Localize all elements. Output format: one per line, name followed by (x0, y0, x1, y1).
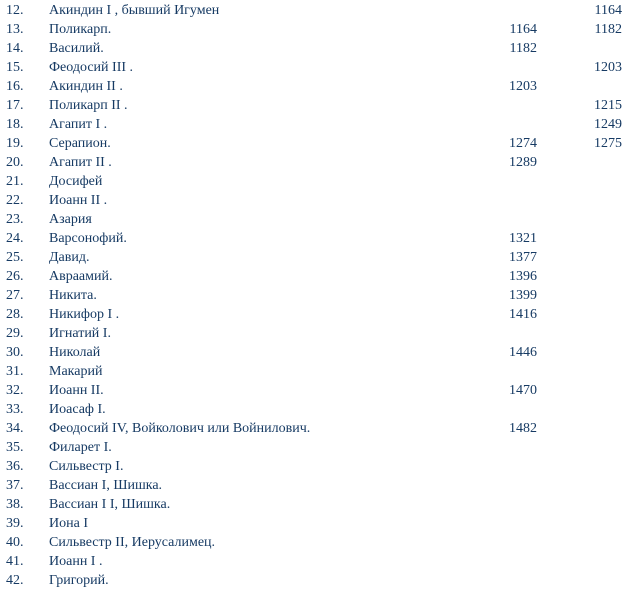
item-number: 24. (6, 231, 24, 246)
item-name: Давид. (49, 250, 90, 265)
item-number: 23. (6, 212, 24, 227)
item-name: Агапит I . (49, 117, 108, 132)
item-name: Иоанн II. (49, 383, 104, 398)
item-number: 36. (6, 459, 24, 474)
item-number: 34. (6, 421, 24, 436)
item-year-end: 1249 (594, 117, 622, 132)
item-name: Иона I (49, 516, 88, 531)
list-item (0, 438, 634, 457)
item-number: 17. (6, 98, 24, 113)
item-year-start: 1203 (509, 79, 537, 94)
item-number: 40. (6, 535, 24, 550)
list-item (0, 77, 634, 96)
item-name: Азария (49, 212, 92, 227)
item-year-end: 1215 (594, 98, 622, 113)
item-number: 14. (6, 41, 24, 56)
item-year-start: 1399 (509, 288, 537, 303)
item-year-start: 1274 (509, 136, 537, 151)
item-number: 27. (6, 288, 24, 303)
item-number: 20. (6, 155, 24, 170)
list-item (0, 248, 634, 267)
item-number: 39. (6, 516, 24, 531)
list-item (0, 476, 634, 495)
item-year-start: 1164 (509, 22, 537, 37)
item-name: Авраамий. (49, 269, 113, 284)
item-year-end: 1275 (594, 136, 622, 151)
item-year-start: 1321 (509, 231, 537, 246)
item-number: 19. (6, 136, 24, 151)
item-number: 32. (6, 383, 24, 398)
item-number: 29. (6, 326, 24, 341)
item-name: Григорий. (49, 573, 109, 588)
item-name: Феодосий III . (49, 60, 134, 75)
item-name: Иоанн II . (49, 193, 108, 208)
item-number: 26. (6, 269, 24, 284)
item-number: 12. (6, 3, 24, 18)
list-item (0, 229, 634, 248)
item-name: Никита. (49, 288, 97, 303)
list-item (0, 134, 634, 153)
item-name: Сильвестр I. (49, 459, 124, 474)
item-name: Досифей (49, 174, 103, 189)
item-name: Николай (49, 345, 101, 360)
item-number: 21. (6, 174, 24, 189)
item-name: Сильвестр II, Иерусалимец. (49, 535, 216, 550)
list-item (0, 324, 634, 343)
list-item (0, 96, 634, 115)
item-year-start: 1482 (509, 421, 537, 436)
item-year-start: 1446 (509, 345, 537, 360)
list-item (0, 210, 634, 229)
item-number: 22. (6, 193, 24, 208)
item-year-start: 1470 (509, 383, 537, 398)
list-item (0, 20, 634, 39)
item-number: 31. (6, 364, 24, 379)
item-year-start: 1416 (509, 307, 537, 322)
list-item (0, 267, 634, 286)
item-name: Феодосий IV, Войколович или Войнилович. (49, 421, 311, 436)
list-item (0, 286, 634, 305)
item-name: Вассиан I I, Шишка. (49, 497, 171, 512)
item-year-end: 1164 (594, 3, 622, 18)
item-number: 25. (6, 250, 24, 265)
item-name: Акиндин II . (49, 79, 123, 94)
item-number: 28. (6, 307, 24, 322)
list-item (0, 115, 634, 134)
list-item (0, 362, 634, 381)
item-number: 38. (6, 497, 24, 512)
item-number: 18. (6, 117, 24, 132)
item-year-end: 1182 (594, 22, 622, 37)
item-year-start: 1182 (509, 41, 537, 56)
item-name: Макарий (49, 364, 103, 379)
item-name: Поликарп. (49, 22, 112, 37)
item-number: 15. (6, 60, 24, 75)
item-year-start: 1396 (509, 269, 537, 284)
list-item (0, 552, 634, 571)
list-item (0, 419, 634, 438)
item-name: Поликарп II . (49, 98, 128, 113)
list-item (0, 153, 634, 172)
item-number: 37. (6, 478, 24, 493)
list-item (0, 191, 634, 210)
list-item (0, 514, 634, 533)
item-number: 13. (6, 22, 24, 37)
list-item (0, 495, 634, 514)
item-name: Варсонофий. (49, 231, 127, 246)
item-number: 42. (6, 573, 24, 588)
hegumen-list (0, 1, 634, 590)
item-number: 41. (6, 554, 24, 569)
list-item (0, 1, 634, 20)
item-year-start: 1377 (509, 250, 537, 265)
item-name: Акиндин I , бывший Игумен (49, 3, 220, 18)
item-name: Вассиан I, Шишка. (49, 478, 163, 493)
item-name: Никифор I . (49, 307, 120, 322)
list-item (0, 400, 634, 419)
list-item (0, 343, 634, 362)
item-number: 35. (6, 440, 24, 455)
item-name: Филарет I. (49, 440, 112, 455)
item-name: Иоасаф I. (49, 402, 106, 417)
item-name: Иоанн I . (49, 554, 103, 569)
item-number: 33. (6, 402, 24, 417)
item-name: Агапит II . (49, 155, 112, 170)
item-year-start: 1289 (509, 155, 537, 170)
item-number: 16. (6, 79, 24, 94)
list-item (0, 172, 634, 191)
item-name: Василий. (49, 41, 104, 56)
list-item (0, 58, 634, 77)
item-name: Серапион. (49, 136, 111, 151)
list-item (0, 39, 634, 58)
list-item (0, 533, 634, 552)
list-item (0, 571, 634, 590)
item-year-end: 1203 (594, 60, 622, 75)
item-number: 30. (6, 345, 24, 360)
list-item (0, 305, 634, 324)
item-name: Игнатий I. (49, 326, 111, 341)
list-item (0, 457, 634, 476)
list-item (0, 381, 634, 400)
